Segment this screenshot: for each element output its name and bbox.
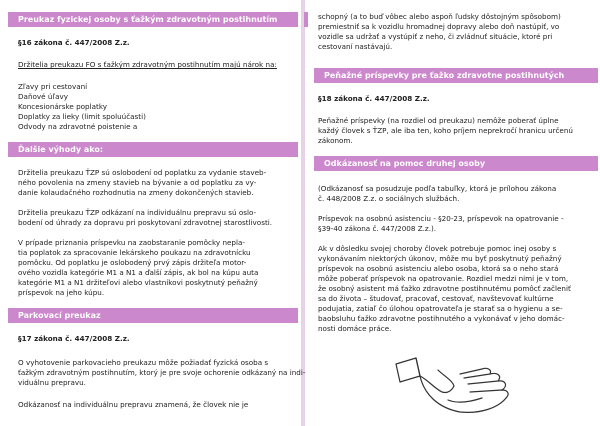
- paragraph-line: V prípade priznania príspevku na zaobstaranie pomôcky nepla-: [18, 238, 245, 247]
- section-heading-disability-card: Preukaz fyzickej osoby s ťažkým zdravotným postihnutím: [8, 12, 298, 27]
- paragraph-line: podujatia, zatiaľ čo úlohou opatrovateľa je starať sa o hygienu a se-: [318, 304, 563, 313]
- paragraph-line: danie kolaudačného rozhodnutia na zmeny dokončených stavieb.: [18, 188, 254, 197]
- paragraph-line: schopný (a to buď vôbec alebo aspoň ľudsky dôstojným spôsobom): [318, 12, 561, 21]
- header-tab: [304, 12, 308, 27]
- paragraph-line: Príspevok na osobnú asistenciu - §20-23, príspevok na opatrovanie -: [318, 214, 564, 223]
- law-reference-17: §17 zákona č. 447/2008 Z.z.: [18, 334, 130, 343]
- law-reference-16: §16 zákona č. 447/2008 Z.z.: [18, 38, 130, 47]
- paragraph-line: premiestniť sa k vozidlu hromadnej dopravy alebo doň nastúpiť, vo: [318, 22, 560, 31]
- entitlement-intro: Držitelia preukazu FO s ťažkým zdravotným postihnutím majú nárok na:: [18, 60, 277, 69]
- list-item: Koncesionárske poplatky: [18, 102, 107, 111]
- list-item: Zľavy pri cestovaní: [18, 82, 88, 91]
- paragraph-line: tia poplatok za spracovanie lekárskeho poukazu na zdravotnícku: [18, 248, 251, 257]
- paragraph-line: O vyhotovenie parkovacieho preukazu môže požiadať fyzická osoba s: [18, 358, 269, 367]
- law-reference-18: §18 zákona č. 447/2008 Z.z.: [318, 94, 430, 103]
- paragraph-line: Peňažné príspevky (na rozdiel od preukazu) nemôže poberať úplne: [318, 116, 559, 125]
- paragraph-line: ového vozidla kategórie M1 a N1 a ďalší zápis, ak bol na kúpu auta: [18, 268, 259, 277]
- paragraph-line: Držitelia preukazu ŤZP odkázaní na individuálnu prepravu sú oslo-: [18, 208, 257, 217]
- paragraph-line: ťažkým zdravotným postihnutím, ktorý je pre svoje ochorenie odkázaný na indi-: [18, 368, 306, 377]
- paragraph-line: baobsluhu ťažko zdravotne postihnutého a vykonávať v jeho domác-: [318, 314, 565, 323]
- paragraph-line: cestovaní nastávajú.: [318, 42, 393, 51]
- paragraph-line: (Odkázanosť sa posudzuje podľa tabuľky, ktorá je prílohou zákona: [318, 184, 557, 193]
- paragraph-line: Držitelia preukazu ŤZP sú oslobodení od poplatku za vydanie staveb-: [18, 168, 267, 177]
- paragraph-line: vozidle sa udržať a vystúpiť z neho, či zvládnuť situácie, ktoré pri: [318, 32, 553, 41]
- section-heading-other-benefits: Ďalšie výhody ako:: [8, 142, 298, 157]
- paragraph-line: Ak v dôsledku svojej choroby človek potrebuje pomoc inej osoby s: [318, 244, 557, 253]
- paragraph-line: že osobný asistent má ťažko zdravotne postihnutému pomôcť začleniť: [318, 284, 571, 293]
- paragraph-line: viduálnu prepravu.: [18, 378, 86, 387]
- list-item: Doplatky za lieky (limit spoluúčasti): [18, 112, 146, 121]
- paragraph-line: pomôcku. Od poplatku je oslobodený prvý zápis držiteľa motor-: [18, 258, 247, 267]
- paragraph-line: každý človek s ŤZP, ale iba ten, koho príjem neprekročí hranicu určenú: [318, 126, 573, 135]
- paragraph-line: nosti domáce práce.: [318, 324, 392, 333]
- section-heading-parking-card: Parkovací preukaz: [8, 308, 298, 323]
- paragraph-line: príspevok na jeho kúpu.: [18, 288, 105, 297]
- paragraph-line: §39-40 zákona č. 447/2008 Z.z.).: [318, 224, 437, 233]
- list-item: Daňové úľavy: [18, 92, 69, 101]
- column-divider: [301, 0, 305, 426]
- list-item: Odvody na zdravotné poistenie a: [18, 122, 138, 131]
- open-hand-icon: [390, 336, 514, 424]
- paragraph-line: ného povolenia na zmeny stavieb na bývanie a od poplatku za vy-: [18, 178, 257, 187]
- paragraph-line: vykonávaním niektorých úkonov, môže mu byť poskytnutý peňažný: [318, 254, 562, 263]
- paragraph-line: zákonom.: [318, 136, 353, 145]
- section-heading-dependency: Odkázanosť na pomoc druhej osoby: [314, 156, 598, 171]
- section-heading-cash-benefits: Peňažné príspevky pre ťažko zdravotne postihnutých: [314, 68, 598, 83]
- paragraph-line: príspevok na osobnú asistenciu alebo osoba, ktorá sa o neho stará: [318, 264, 559, 273]
- paragraph-line: Odkázanosť na individuálnu prepravu znamená, že človek nie je: [18, 400, 249, 409]
- paragraph-line: bodení od úhrady za dopravu pri poskytovaní zdravotnej starostlivosti.: [18, 218, 273, 227]
- paragraph-line: sa do života – študovať, pracovať, cestovať, navštevovať kultúrne: [318, 294, 554, 303]
- paragraph-line: kategórie M1 a N1 držiteľovi alebo vlastníkovi poskytnutý peňažný: [18, 278, 258, 287]
- paragraph-line: môže poberať príspevok na opatrovanie. Rozdiel medzi nimi je v tom,: [318, 274, 569, 283]
- paragraph-line: č. 448/2008 Z.z. o sociálnych službách.: [318, 194, 460, 203]
